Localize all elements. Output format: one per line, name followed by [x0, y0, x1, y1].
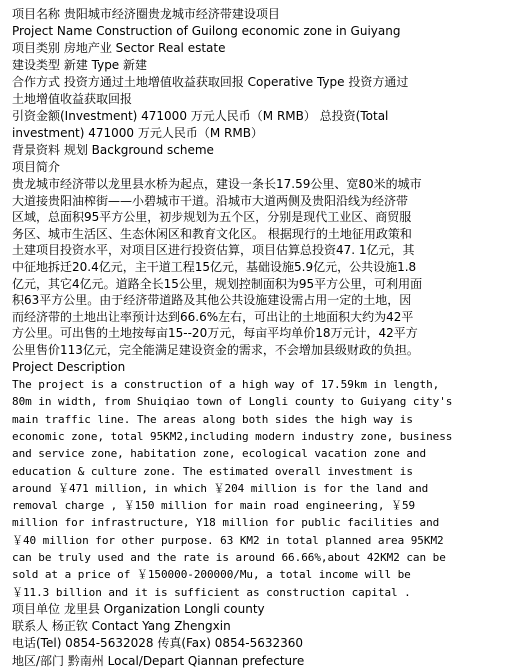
- description-en-line: 80m in width, from Shuiqiao town of Longli county to Guiyang city's: [12, 395, 453, 409]
- description-en-line: and service zone, habitation zone, ecological vacation zone and: [12, 447, 427, 461]
- summary-cn-line: 积63平方公里。由于经济带道路及其他公共设施建设需占用一定的土地，因: [12, 293, 412, 308]
- project-name-en: Project Name Construction of Guilong economic zone in Guiyang: [12, 24, 401, 38]
- investment-line-2: investment) 471000 万元人民币（M RMB）: [12, 126, 263, 140]
- summary-cn-line: 务区、城市生活区、生态休闲区和教育文化区。 根据现行的土地征用政策和: [12, 226, 412, 241]
- contact-person: 联系人 杨正钦 Contact Yang Zhengxin: [12, 619, 231, 634]
- description-en-line: removal charge , ￥150 million for main road engineering, ￥59: [12, 499, 416, 513]
- description-en-line: economic zone, total 95KM2,including modern industry zone, business: [12, 429, 453, 443]
- description-en-line: million for infrastructure, Y18 million for public facilities and: [12, 516, 440, 530]
- description-en-line: The project is a construction of a high way of 17.59km in length,: [12, 378, 440, 391]
- description-en-line: ￥40 million for other purpose. 63 KM2 in total planned area 95KM2: [12, 533, 444, 547]
- description-en-line: sold at a price of ￥150000-200000/Mu, a total income will be: [12, 568, 411, 582]
- description-en-line: ￥11.3 billion and it is sufficient as construction capital .: [12, 585, 411, 599]
- summary-cn-line: 土建项目投资水平，对项目区进行投资估算，项目估算总投资47. 1亿元，其: [12, 243, 415, 258]
- summary-cn-line: 方公里。可出售的土地按每亩15--20万元，每亩平均单价18万元计，42平方: [12, 326, 418, 341]
- build-type: 建设类型 新建 Type 新建: [12, 58, 148, 72]
- summary-cn-line: 贵龙城市经济带以龙里县水桥为起点，建设一条长17.59公里、宽80米的城市: [12, 177, 422, 191]
- project-unit: 项目单位 龙里县 Organization Longli county: [12, 601, 265, 616]
- cooperation-type-line-2: 土地增值收益获取回报: [12, 92, 133, 106]
- description-en-line: main traffic line. The areas along both sides the high way is: [12, 412, 413, 426]
- summary-cn-line: 而经济带的土地出让率预计达到66.6%左右，可出让的土地面积大约为42平: [12, 309, 414, 324]
- project-category: 项目类别 房地产业 Sector Real estate: [12, 41, 226, 55]
- description-en-line: can be truly used and the rate is around 66.66%,about 42KM2 can be: [12, 551, 446, 564]
- region-department: 地区/部门 黔南州 Local/Depart Qiannan prefecture: [12, 653, 305, 668]
- investment-line-1: 引资金额(Investment) 471000 万元人民币（M RMB） 总投资(Total: [12, 109, 389, 123]
- description-en-line: education & culture zone. The estimated overall investment is: [12, 464, 413, 478]
- phone-fax: 电话(Tel) 0854-5632028 传真(Fax) 0854-5632360: [12, 636, 304, 651]
- description-en-line: around ￥471 million, in which ￥204 million is for the land and: [12, 481, 429, 495]
- summary-cn-line: 区域，总面积95平方公里，初步规划为五个区，分别是现代工业区、商贸服: [12, 210, 412, 225]
- cooperation-type-line-1: 合作方式 投资方通过土地增值收益获取回报 Coperative Type 投资方通过: [12, 75, 409, 89]
- summary-cn-line: 亿元，其它4亿元。道路全长15公里，规划控制面积为95平方公里，可利用面: [12, 276, 423, 291]
- summary-cn-line: 中征地拆迁20.4亿元，主干道工程15亿元，基础设施5.9亿元，公共设施1.8: [12, 260, 417, 274]
- project-name: 项目名称 贵阳城市经济圈贵龙城市经济带建设项目: [12, 7, 280, 21]
- description-title: Project Description: [12, 359, 126, 374]
- background-info: 背景资料 规划 Background scheme: [12, 143, 214, 157]
- summary-title: 项目简介: [12, 160, 61, 174]
- summary-cn-line: 公里售价113亿元，完全能满足建设资金的需求，不会增加县级财政的负担。: [12, 343, 419, 357]
- summary-cn-line: 大道接贵阳油榨街——小碧城市干道。沿城市大道两侧及贵阳沿线为经济带: [12, 193, 409, 208]
